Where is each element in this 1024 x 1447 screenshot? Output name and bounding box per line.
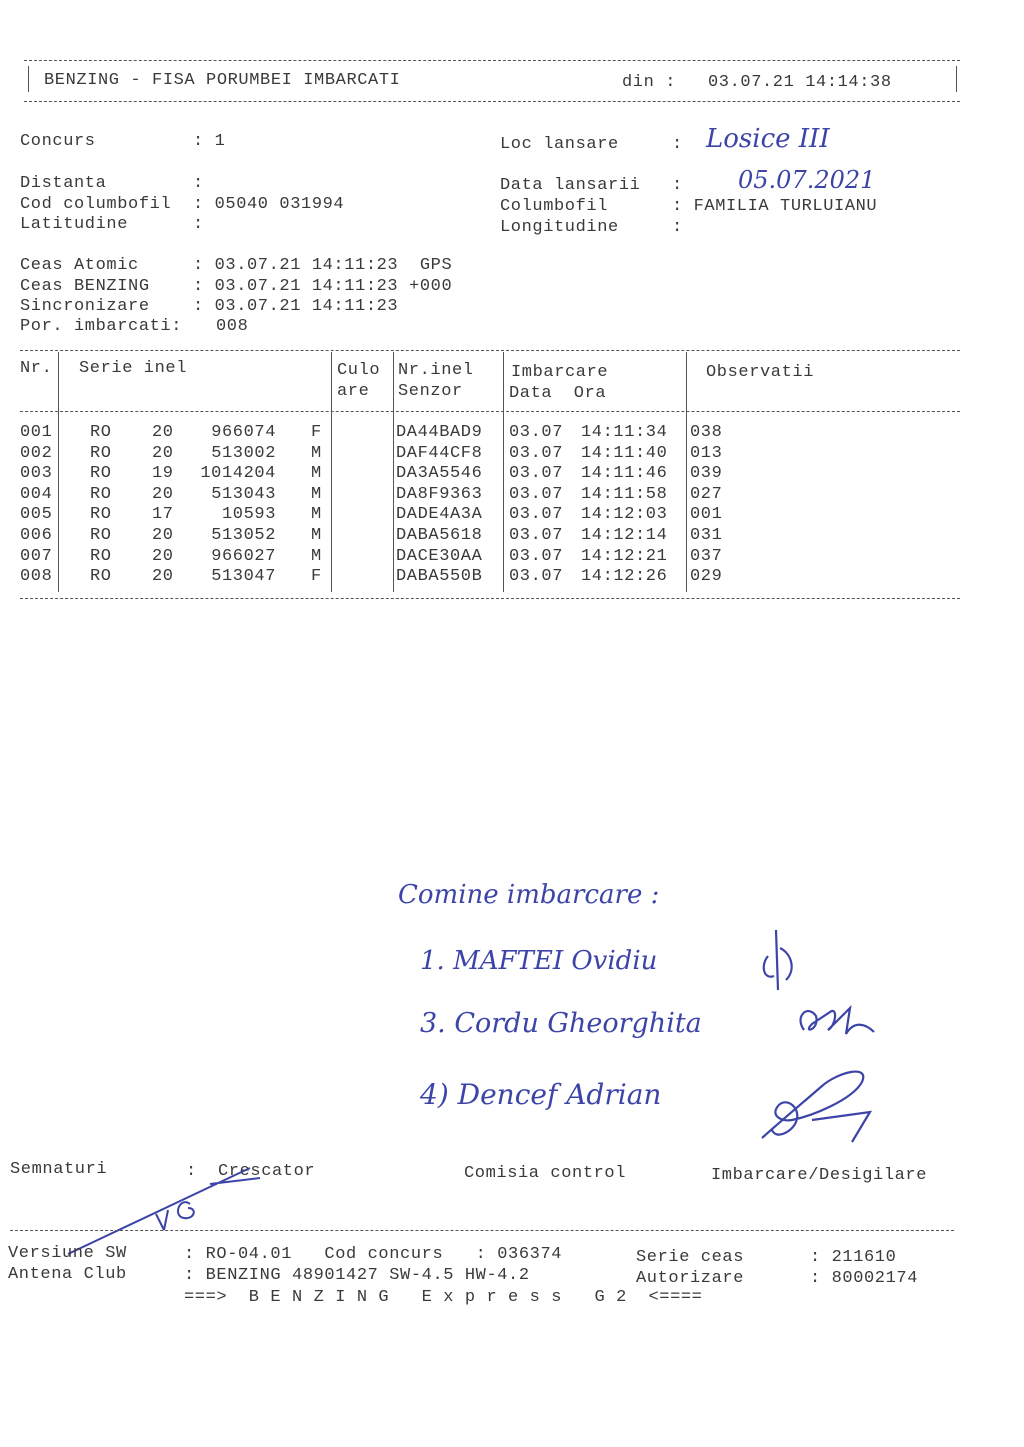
row-nr-cell: 003 bbox=[20, 464, 53, 484]
versiune-sw-value: : RO-04.01 Cod concurs : 036374 bbox=[184, 1245, 563, 1264]
col-header-serie-inel: Serie inel bbox=[79, 359, 188, 378]
latitudine-value: : bbox=[193, 215, 204, 234]
boarding-date-cell: 03.07 bbox=[509, 464, 564, 484]
ring-number-cell: 966027 bbox=[211, 546, 276, 566]
concurs-label: Concurs bbox=[20, 132, 96, 151]
cod-columbofil-value: : 05040 031994 bbox=[193, 195, 345, 214]
row-nr-cell: 007 bbox=[20, 546, 53, 566]
handwritten-commission-heading: Comine imbarcare : bbox=[398, 880, 660, 910]
concurs-value: : 1 bbox=[193, 132, 226, 151]
ring-year-cell: 20 bbox=[152, 526, 174, 545]
ceas-benzing-label: Ceas BENZING bbox=[20, 277, 150, 296]
sensor-id-cell: DABA550B bbox=[396, 567, 483, 587]
col-header-nr: Nr. bbox=[20, 359, 53, 378]
din-label: din : bbox=[622, 73, 677, 92]
ring-country-cell: RO bbox=[90, 443, 112, 463]
ring-country-cell: RO bbox=[90, 464, 112, 484]
sex-cell: F bbox=[311, 423, 322, 442]
ring-number-cell: 1014204 bbox=[200, 464, 276, 484]
handwritten-member-3: 3. Cordu Gheorghita bbox=[420, 1008, 702, 1039]
header-right-border bbox=[956, 66, 957, 92]
sensor-id-cell: DACE30AA bbox=[396, 546, 483, 566]
boarding-date-cell: 03.07 bbox=[509, 526, 564, 545]
columbofil-label: Columbofil bbox=[500, 197, 609, 216]
sex-cell: M bbox=[311, 443, 322, 463]
boarding-time-cell: 14:11:46 bbox=[581, 464, 668, 484]
boarding-date-cell: 03.07 bbox=[509, 484, 564, 504]
semnaturi-colon: : bbox=[186, 1162, 197, 1181]
observation-cell: 001 bbox=[690, 505, 723, 525]
boarding-time-cell: 14:11:34 bbox=[581, 423, 668, 442]
boarding-time-cell: 14:12:03 bbox=[581, 505, 668, 525]
col-header-imbarcare-2: Data Ora bbox=[509, 384, 607, 403]
sensor-id-cell: DADE4A3A bbox=[396, 505, 483, 525]
versiune-sw-label: Versiune SW bbox=[8, 1244, 127, 1263]
observation-cell: 038 bbox=[690, 423, 723, 442]
antena-club-label: Antena Club bbox=[8, 1265, 127, 1284]
boarding-time-cell: 14:12:14 bbox=[581, 526, 668, 545]
longitudine-label: Longitudine bbox=[500, 218, 619, 237]
distanta-label: Distanta bbox=[20, 174, 107, 193]
boarding-date-cell: 03.07 bbox=[509, 505, 564, 525]
sex-cell: M bbox=[311, 546, 322, 566]
sex-cell: M bbox=[311, 464, 322, 484]
autorizare-label: Autorizare bbox=[636, 1269, 745, 1288]
observation-cell: 039 bbox=[690, 464, 723, 484]
benzing-express-banner: ===> B E N Z I N G E x p r e s s G 2 <==== bbox=[184, 1288, 703, 1307]
boarding-date-cell: 03.07 bbox=[509, 546, 564, 566]
footer-top-rule bbox=[10, 1230, 954, 1231]
antena-club-value: : BENZING 48901427 SW-4.5 HW-4.2 bbox=[184, 1266, 530, 1285]
observation-cell: 031 bbox=[690, 526, 723, 545]
sensor-id-cell: DA44BAD9 bbox=[396, 423, 483, 442]
row-nr-cell: 006 bbox=[20, 526, 53, 545]
header-left-border bbox=[28, 66, 29, 92]
ceas-atomic-value: : 03.07.21 14:11:23 GPS bbox=[193, 256, 453, 275]
header-bottom-rule bbox=[24, 101, 960, 102]
ring-number-cell: 513002 bbox=[211, 443, 276, 463]
ring-number-cell: 513052 bbox=[211, 526, 276, 545]
boarding-date-cell: 03.07 bbox=[509, 423, 564, 442]
crescator-label: Crescator bbox=[218, 1162, 316, 1181]
boarding-time-cell: 14:11:58 bbox=[581, 484, 668, 504]
observation-cell: 037 bbox=[690, 546, 723, 566]
ring-number-cell: 966074 bbox=[211, 423, 276, 442]
signature-member-1 bbox=[756, 920, 806, 1000]
print-timestamp: 03.07.21 14:14:38 bbox=[708, 73, 892, 92]
sex-cell: M bbox=[311, 505, 322, 525]
table-col-divider-serie bbox=[331, 352, 332, 592]
table-bottom-rule bbox=[20, 598, 960, 599]
ring-country-cell: RO bbox=[90, 505, 112, 525]
signature-member-4 bbox=[752, 1060, 882, 1150]
row-nr-cell: 002 bbox=[20, 443, 53, 463]
longitudine-value: : bbox=[672, 218, 683, 237]
ring-country-cell: RO bbox=[90, 526, 112, 545]
ring-country-cell: RO bbox=[90, 546, 112, 566]
imbarcare-desigilare-label: Imbarcare/Desigilare bbox=[711, 1166, 928, 1185]
boarding-date-cell: 03.07 bbox=[509, 443, 564, 463]
col-header-culoare-2: are bbox=[337, 382, 370, 401]
ring-year-cell: 19 bbox=[152, 464, 174, 484]
loc-lansare-colon: : bbox=[672, 135, 683, 154]
ring-number-cell: 10593 bbox=[221, 505, 276, 525]
boarding-time-cell: 14:12:26 bbox=[581, 567, 668, 587]
table-top-rule bbox=[20, 350, 960, 351]
row-nr-cell: 004 bbox=[20, 484, 53, 504]
document-title: BENZING - FISA PORUMBEI IMBARCATI bbox=[44, 71, 401, 90]
handwritten-member-4: 4) Dencef Adrian bbox=[420, 1078, 662, 1111]
ring-country-cell: RO bbox=[90, 567, 112, 587]
ring-country-cell: RO bbox=[90, 423, 112, 442]
table-col-divider-nr bbox=[58, 352, 59, 592]
serie-ceas-label: Serie ceas bbox=[636, 1248, 745, 1267]
cod-columbofil-label: Cod columbofil bbox=[20, 195, 172, 214]
loc-lansare-handwritten: Losice III bbox=[706, 124, 830, 154]
sex-cell: F bbox=[311, 567, 322, 587]
latitudine-label: Latitudine bbox=[20, 215, 129, 234]
sincronizare-label: Sincronizare bbox=[20, 297, 150, 316]
observation-cell: 029 bbox=[690, 567, 723, 587]
boarding-time-cell: 14:11:40 bbox=[581, 443, 668, 463]
ring-year-cell: 20 bbox=[152, 484, 174, 504]
ring-year-cell: 20 bbox=[152, 423, 174, 442]
row-nr-cell: 001 bbox=[20, 423, 53, 442]
ring-number-cell: 513043 bbox=[211, 484, 276, 504]
col-header-nr-inel-1: Nr.inel bbox=[398, 361, 474, 380]
col-header-nr-inel-2: Senzor bbox=[398, 382, 463, 401]
porumbei-imbarcati-label: Por. imbarcati: bbox=[20, 317, 183, 336]
data-lansarii-handwritten: 05.07.2021 bbox=[738, 166, 876, 194]
sincronizare-value: : 03.07.21 14:11:23 bbox=[193, 297, 399, 316]
observation-cell: 027 bbox=[690, 484, 723, 504]
boarding-time-cell: 14:12:21 bbox=[581, 546, 668, 566]
col-header-imbarcare-1: Imbarcare bbox=[511, 363, 609, 382]
semnaturi-label: Semnaturi bbox=[10, 1160, 108, 1179]
sensor-id-cell: DA8F9363 bbox=[396, 484, 483, 504]
table-header-rule bbox=[20, 411, 960, 412]
autorizare-value: : 80002174 bbox=[810, 1269, 919, 1288]
ring-year-cell: 20 bbox=[152, 567, 174, 587]
row-nr-cell: 008 bbox=[20, 567, 53, 587]
data-lansarii-label: Data lansarii bbox=[500, 176, 641, 195]
comisia-control-label: Comisia control bbox=[464, 1164, 627, 1183]
header-top-rule bbox=[24, 60, 960, 61]
ring-year-cell: 20 bbox=[152, 546, 174, 566]
table-col-divider-imbarcare bbox=[686, 352, 687, 592]
table-col-divider-senzor bbox=[503, 352, 504, 592]
row-nr-cell: 005 bbox=[20, 505, 53, 525]
sensor-id-cell: DAF44CF8 bbox=[396, 443, 483, 463]
sensor-id-cell: DA3A5546 bbox=[396, 464, 483, 484]
ring-number-cell: 513047 bbox=[211, 567, 276, 587]
loc-lansare-label: Loc lansare bbox=[500, 135, 619, 154]
ring-year-cell: 20 bbox=[152, 443, 174, 463]
columbofil-value: : FAMILIA TURLUIANU bbox=[672, 197, 878, 216]
ceas-atomic-label: Ceas Atomic bbox=[20, 256, 139, 275]
porumbei-imbarcati-count: 008 bbox=[216, 317, 249, 336]
signature-crescator bbox=[60, 1158, 260, 1258]
col-header-culoare-1: Culo bbox=[337, 361, 381, 380]
data-lansarii-colon: : bbox=[672, 176, 683, 195]
boarding-date-cell: 03.07 bbox=[509, 567, 564, 587]
serie-ceas-value: : 211610 bbox=[810, 1248, 897, 1267]
col-header-observatii: Observatii bbox=[706, 363, 815, 382]
ring-country-cell: RO bbox=[90, 484, 112, 504]
distanta-value: : bbox=[193, 174, 204, 193]
signature-member-3 bbox=[790, 990, 880, 1050]
ring-year-cell: 17 bbox=[152, 505, 174, 525]
ceas-benzing-value: : 03.07.21 14:11:23 +000 bbox=[193, 277, 453, 296]
observation-cell: 013 bbox=[690, 443, 723, 463]
sex-cell: M bbox=[311, 526, 322, 545]
table-col-divider-culoare bbox=[393, 352, 394, 592]
sex-cell: M bbox=[311, 484, 322, 504]
handwritten-member-1: 1. MAFTEI Ovidiu bbox=[420, 946, 658, 976]
sensor-id-cell: DABA5618 bbox=[396, 526, 483, 545]
